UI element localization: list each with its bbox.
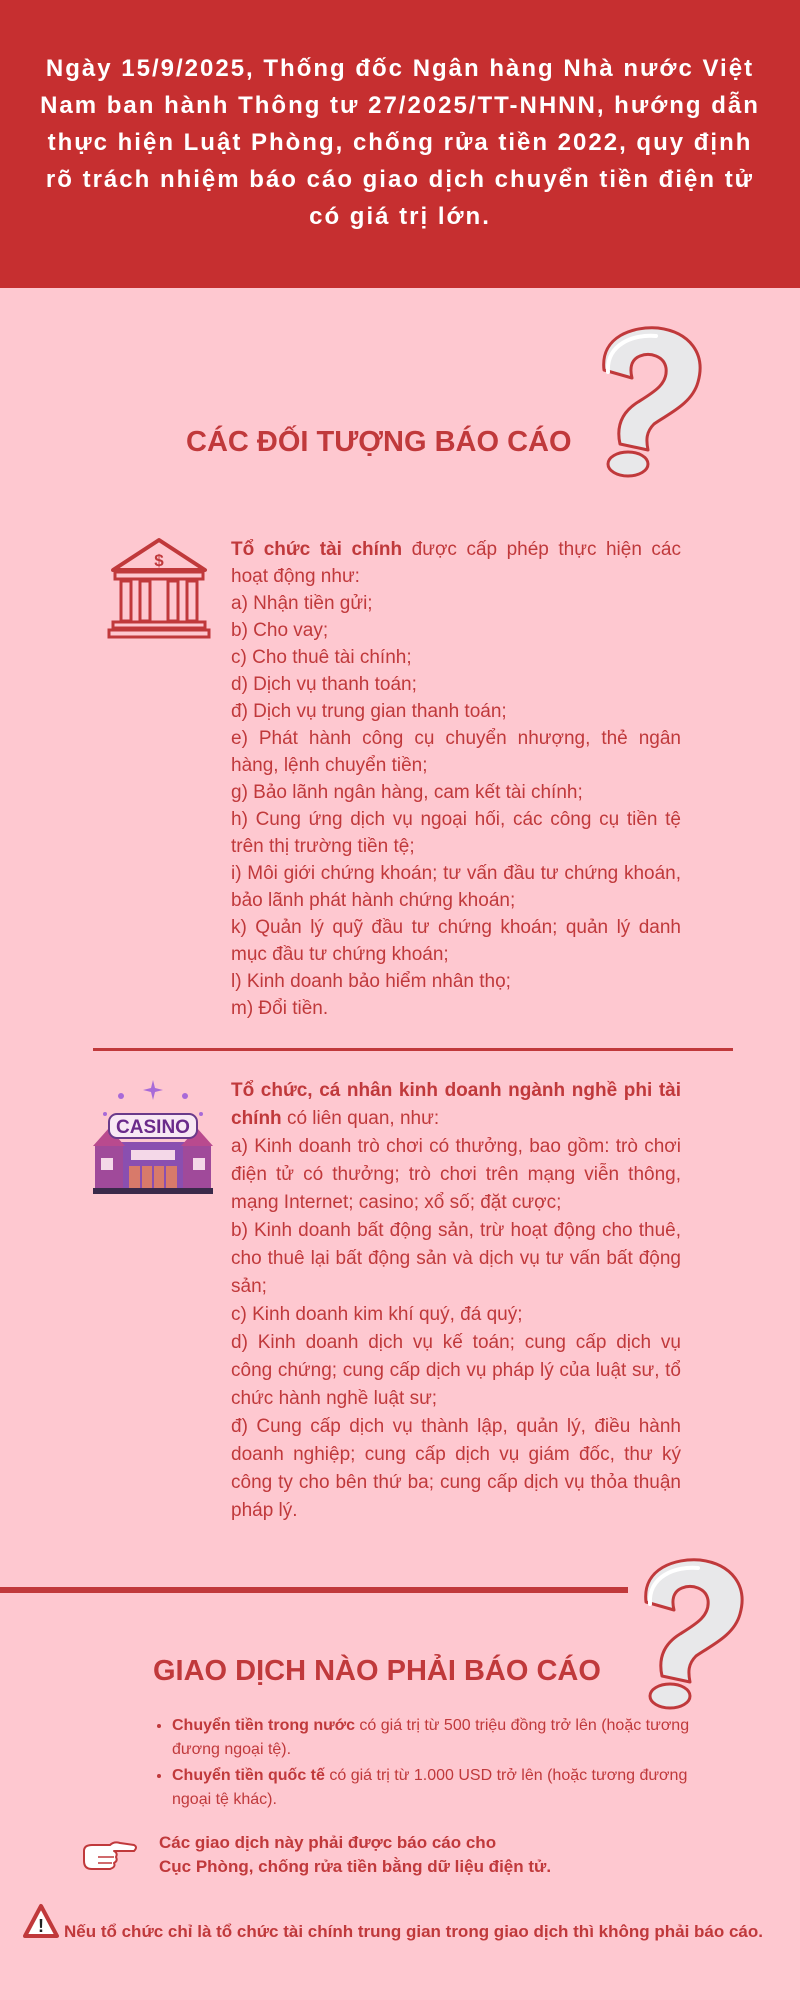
list-item: c) Cho thuê tài chính; [231, 647, 412, 668]
financial-institutions [231, 536, 681, 1022]
list-item: đ) Cung cấp dịch vụ thành lập, quản lý, điều hành doanh nghiệp; cung cấp dịch vụ giám đốc, thư ký công ty cho bên thứ ba; cung cấp dịch vụ thỏa thuận pháp lý. [231, 1416, 681, 1521]
section-divider [93, 1048, 733, 1051]
report-note: Các giao dịch này phải được báo cáo cho Cục Phòng, chống rửa tiền bằng dữ liệu điện tử. [159, 1833, 552, 1876]
list-item: b) Cho vay; [231, 620, 329, 641]
list-item: • Chuyển tiền trong nước có giá trị từ 500 triệu đồng trở lên (hoặc tương đương ngoại tệ). [172, 1714, 690, 1762]
warning-icon [22, 1903, 60, 1939]
report-criteria-list [150, 1714, 690, 1814]
bank-symbol: $ [154, 551, 164, 570]
list-item: d) Kinh doanh dịch vụ kế toán; cung cấp dịch vụ công chứng; cung cấp dịch vụ pháp lý của luật sư, tổ chức hành nghề luật sư; [231, 1332, 681, 1409]
header-banner [0, 0, 800, 288]
question-mark-icon [586, 322, 706, 480]
non-financial-businesses [231, 1077, 681, 1525]
list-item: c) Kinh doanh kim khí quý, đá quý; [231, 1304, 523, 1325]
intro-text: Ngày 15/9/2025, Thống đốc Ngân hàng Nhà nước Việt Nam ban hành Thông tư 27/2025/TT-NHNN, hướng dẫn thực hiện Luật Phòng, chống rửa tiền 2022, quy định rõ trách nhiệm báo cáo giao dịch chuyển tiền điện tử có giá trị lớn. [40, 55, 760, 230]
section-divider [0, 1587, 628, 1593]
list-item: m) Đổi tiền. [231, 998, 329, 1019]
list-item: a) Nhận tiền gửi; [231, 593, 373, 614]
list-item: b) Kinh doanh bất động sản, trừ hoạt động cho thuê, cho thuê lại bất động sản và dịch vụ tư vấn bất động sản; [231, 1220, 681, 1297]
list-item: d) Dịch vụ thanh toán; [231, 674, 417, 695]
list-item: • Chuyển tiền quốc tế có giá trị từ 1.000 USD trở lên (hoặc tương đương ngoại tệ khác). [172, 1764, 690, 1812]
section1-title: CÁC ĐỐI TƯỢNG BÁO CÁO [186, 426, 572, 458]
pointing-hand-icon [80, 1837, 138, 1875]
list-item: k) Quản lý quỹ đầu tư chứng khoán; quản lý danh mục đầu tư chứng khoán; [231, 917, 681, 965]
list-item: đ) Dịch vụ trung gian thanh toán; [231, 701, 507, 722]
financial-lead: Tổ chức tài chính được cấp phép thực hiện các hoạt động như: [231, 539, 682, 587]
casino-sign: CASINO [116, 1117, 190, 1138]
warning-text: Nếu tổ chức chỉ là tổ chức tài chính trung gian trong giao dịch thì không phải báo cáo. [64, 1922, 763, 1941]
list-item: i) Môi giới chứng khoán; tư vấn đầu tư chứng khoán, bảo lãnh phát hành chứng khoán; [231, 863, 681, 911]
casino-icon [93, 1078, 213, 1194]
list-item: e) Phát hành công cụ chuyển nhượng, thẻ ngân hàng, lệnh chuyển tiền; [231, 728, 681, 776]
list-item: l) Kinh doanh bảo hiểm nhân thọ; [231, 971, 511, 992]
list-item: a) Kinh doanh trò chơi có thưởng, bao gồm: trò chơi điện tử có thưởng; trò chơi trên mạng viễn thông, mạng Internet; casino; xổ số; đặt cược; [231, 1136, 681, 1213]
nonfinancial-lead: Tổ chức, cá nhân kinh doanh ngành nghề phi tài chính có liên quan, như: [231, 1080, 681, 1129]
warning-symbol: ! [38, 1916, 44, 1936]
list-item: g) Bảo lãnh ngân hàng, cam kết tài chính; [231, 782, 583, 803]
bank-icon [107, 536, 211, 640]
section2-title: GIAO DỊCH NÀO PHẢI BÁO CÁO [153, 1655, 601, 1687]
question-mark-icon [628, 1554, 748, 1712]
list-item: h) Cung ứng dịch vụ ngoại hối, các công cụ tiền tệ trên thị trường tiền tệ; [231, 809, 681, 857]
